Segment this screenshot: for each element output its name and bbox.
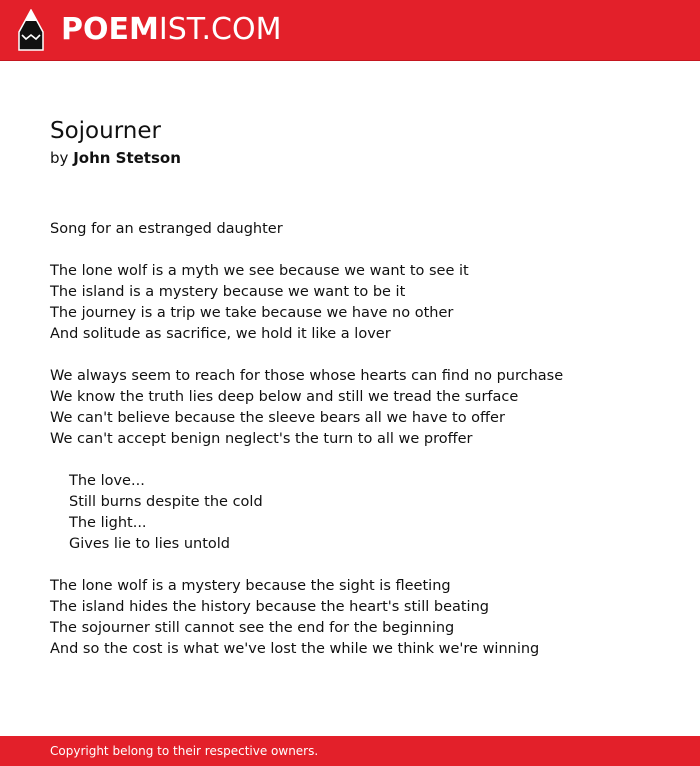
poem-line: We know the truth lies deep below and still we tread the surface bbox=[50, 389, 519, 405]
brand-name bbox=[61, 12, 282, 47]
poem-line: Song for an estranged daughter bbox=[50, 221, 283, 237]
pencil-tip-icon bbox=[18, 9, 44, 51]
poem-line: Gives lie to lies untold bbox=[69, 536, 230, 552]
poem-line: The island hides the history because the heart's still beating bbox=[50, 599, 489, 615]
poem-line: The light... bbox=[69, 515, 147, 531]
poem-line: Still burns despite the cold bbox=[69, 494, 263, 510]
byline bbox=[50, 147, 670, 169]
poem-line: And solitude as sacrifice, we hold it like a lover bbox=[50, 326, 391, 342]
brand-name-strong: POEM bbox=[61, 12, 159, 47]
poem-line: We can't believe because the sleeve bears all we have to offer bbox=[50, 410, 505, 426]
poem-line: The island is a mystery because we want to be it bbox=[50, 284, 406, 300]
poem-line: And so the cost is what we've lost the while we think we're winning bbox=[50, 641, 540, 657]
poem-title: Sojourner bbox=[50, 118, 161, 144]
site-logo-link[interactable] bbox=[18, 8, 281, 52]
byline-label: by bbox=[50, 149, 69, 167]
poem-line: We always seem to reach for those whose hearts can find no purchase bbox=[50, 368, 564, 384]
poem-line: The lone wolf is a myth we see because we want to see it bbox=[50, 263, 469, 279]
copyright-notice: Copyright belong to their respective owners. bbox=[50, 744, 319, 758]
poem-stanza bbox=[50, 576, 670, 660]
poem-body bbox=[50, 219, 670, 660]
site-footer bbox=[0, 736, 700, 766]
poem-line: The lone wolf is a mystery because the sight is fleeting bbox=[50, 578, 451, 594]
poem-stanza bbox=[50, 366, 670, 450]
poem-stanza bbox=[50, 261, 670, 345]
brand-name-light: IST.COM bbox=[158, 12, 282, 47]
author-name: John Stetson bbox=[73, 149, 181, 167]
poem-stanza bbox=[50, 219, 670, 240]
poem-stanza bbox=[50, 471, 670, 555]
poem-content bbox=[50, 116, 670, 681]
poem-line: The sojourner still cannot see the end for the beginning bbox=[50, 620, 455, 636]
poem-line: The journey is a trip we take because we have no other bbox=[50, 305, 454, 321]
poem-line: We can't accept benign neglect's the turn to all we proffer bbox=[50, 431, 473, 447]
site-header bbox=[0, 0, 700, 61]
poem-line: The love... bbox=[69, 473, 145, 489]
